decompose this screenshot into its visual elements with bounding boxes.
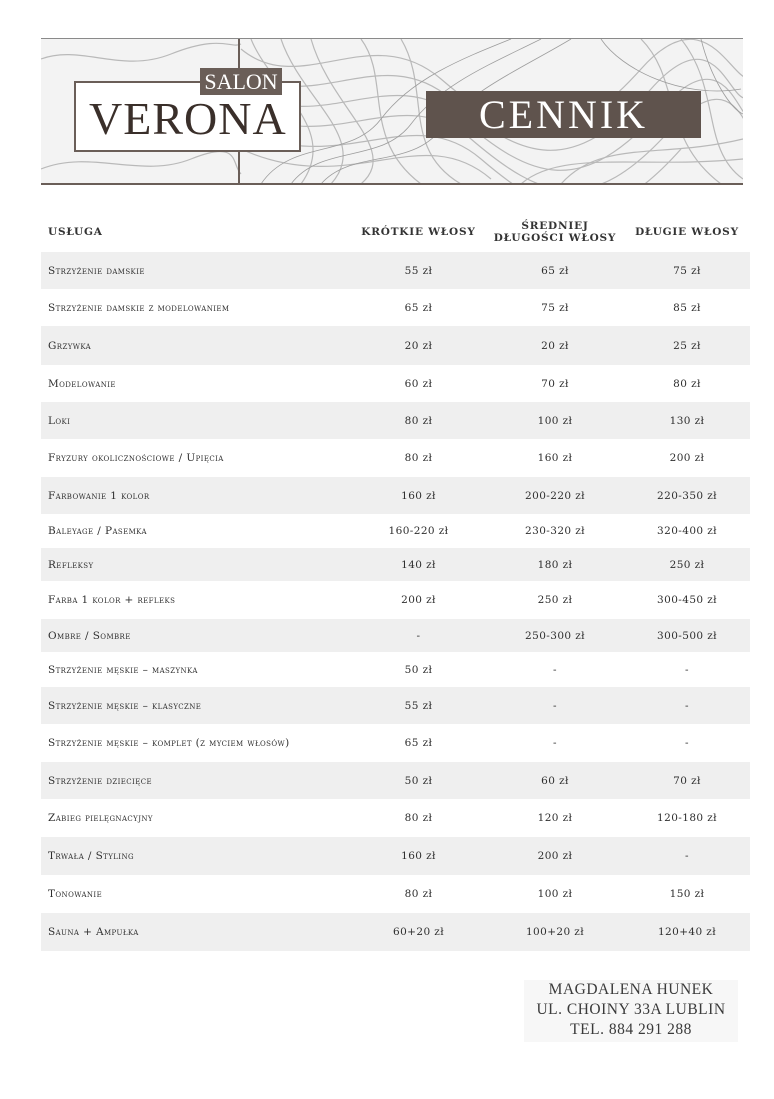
price-short: 160-220 zł — [388, 525, 449, 537]
logo-salon-label: SALON — [200, 68, 282, 95]
price-medium: 200-220 zł — [486, 477, 624, 514]
price-long: 70 zł — [624, 762, 750, 799]
table-header-row — [41, 212, 750, 252]
price-short: 80 zł — [351, 402, 486, 439]
price-short: 140 zł — [351, 548, 486, 581]
price-short: 20 zł — [351, 326, 486, 365]
price-long: 250 zł — [624, 548, 750, 581]
price-medium: 100 zł — [537, 888, 573, 900]
price-long: - — [624, 687, 750, 724]
price-short: 80 zł — [404, 812, 433, 824]
table-row — [41, 365, 750, 402]
table-row — [41, 837, 750, 875]
price-table — [41, 212, 750, 951]
price-short: 60 zł — [404, 377, 433, 390]
price-medium: 250-300 zł — [486, 619, 624, 652]
price-medium: 20 zł — [486, 326, 624, 365]
price-medium: - — [553, 737, 557, 749]
price-medium: 60 zł — [486, 762, 624, 799]
price-short: 55 zł — [351, 687, 486, 724]
price-short: 160 zł — [351, 477, 486, 514]
table-row — [41, 581, 750, 619]
price-long: 220-350 zł — [624, 477, 750, 514]
column-header-long: DŁUGIE WŁOSY — [635, 226, 739, 238]
table-row — [41, 548, 750, 581]
column-header-service: USŁUGA — [48, 226, 103, 238]
price-medium: 100 zł — [486, 402, 624, 439]
service-name: Zabieg pielęgnacyjny — [48, 812, 153, 824]
table-row — [41, 477, 750, 514]
service-name: Strzyżenie męskie – klasyczne — [41, 687, 351, 724]
price-short: 50 zł — [404, 663, 433, 676]
price-medium: - — [486, 687, 624, 724]
price-long: 80 zł — [673, 377, 701, 390]
price-medium: 250 zł — [537, 594, 573, 606]
price-short: 65 zł — [404, 301, 433, 314]
price-long: 120+40 zł — [624, 913, 750, 951]
banner-bottom-rule — [41, 183, 743, 185]
price-long: 25 zł — [624, 326, 750, 365]
column-header-medium: ŚREDNIEJ DŁUGOŚCI WŁOSY — [493, 220, 617, 244]
price-medium: 65 zł — [486, 252, 624, 289]
logo-brand-name: VERONA — [89, 93, 287, 144]
price-medium: 75 zł — [541, 301, 569, 314]
owner-name: MAGDALENA HUNEK — [548, 981, 714, 998]
service-name: Trwała / Styling — [41, 837, 351, 875]
price-short: - — [351, 619, 486, 652]
table-row — [41, 252, 750, 289]
price-medium: 230-320 zł — [525, 525, 585, 537]
price-medium: 120 zł — [537, 812, 573, 824]
price-long: 300-450 zł — [657, 594, 717, 606]
table-row — [41, 326, 750, 365]
service-name: Refleksy — [41, 548, 351, 581]
price-long: 200 zł — [669, 452, 705, 464]
price-long: - — [624, 837, 750, 875]
page-title: CENNIK — [426, 91, 701, 138]
service-name: Strzyżenie damskie z modelowaniem — [48, 301, 230, 314]
price-medium: 200 zł — [486, 837, 624, 875]
service-name: Tonowanie — [48, 888, 103, 900]
service-name: Strzyżenie damskie — [41, 252, 351, 289]
table-row — [41, 619, 750, 652]
column-header-short: KRÓTKIE WŁOSY — [361, 226, 476, 238]
price-medium: 70 zł — [541, 377, 569, 390]
service-name: Sauna + Ampułka — [41, 913, 351, 951]
service-name: Modelowanie — [48, 377, 116, 390]
table-row — [41, 799, 750, 837]
table-row — [41, 687, 750, 724]
price-short: 50 zł — [351, 762, 486, 799]
table-row — [41, 762, 750, 799]
price-short: 60+20 zł — [351, 913, 486, 951]
table-row — [41, 402, 750, 439]
service-name: Ombre / Sombre — [41, 619, 351, 652]
service-name: Strzyżenie dziecięce — [41, 762, 351, 799]
price-long: 300-500 zł — [624, 619, 750, 652]
service-name: Baleyage / Pasemka — [48, 525, 147, 537]
contact-block — [524, 980, 738, 1042]
price-medium: 160 zł — [537, 452, 573, 464]
phone: TEL. 884 291 288 — [570, 1021, 692, 1038]
service-name: Farbowanie 1 kolor — [41, 477, 351, 514]
table-row — [41, 913, 750, 951]
service-name: Farba 1 kolor + refleks — [48, 594, 176, 606]
service-name: Loki — [41, 402, 351, 439]
table-row — [41, 439, 750, 477]
price-long: 130 zł — [624, 402, 750, 439]
price-short: 80 zł — [404, 888, 433, 900]
service-name: Fryzury okolicznościowe / Upięcia — [48, 452, 224, 464]
table-row — [41, 289, 750, 326]
price-short: 55 zł — [351, 252, 486, 289]
price-medium: - — [553, 663, 557, 676]
price-short: 80 zł — [404, 452, 433, 464]
price-medium: 180 zł — [486, 548, 624, 581]
price-short: 65 zł — [404, 737, 433, 749]
table-row — [41, 514, 750, 548]
table-row — [41, 724, 750, 762]
service-name: Grzywka — [41, 326, 351, 365]
price-short: 160 zł — [351, 837, 486, 875]
table-row — [41, 875, 750, 913]
table-row — [41, 652, 750, 687]
price-long: 75 zł — [624, 252, 750, 289]
price-long: 120-180 zł — [657, 812, 717, 824]
price-short: 200 zł — [401, 594, 436, 606]
price-long: - — [685, 663, 689, 676]
address: UL. CHOINY 33A LUBLIN — [536, 1001, 726, 1018]
service-name: Strzyżenie męskie – maszynka — [48, 663, 198, 676]
price-medium: 100+20 zł — [486, 913, 624, 951]
service-name: Strzyżenie męskie – komplet (z myciem włosów) — [48, 737, 290, 749]
price-long: 150 zł — [669, 888, 705, 900]
price-long: 85 zł — [673, 301, 701, 314]
price-long: - — [685, 737, 689, 749]
price-long: 320-400 zł — [657, 525, 717, 537]
header-banner — [41, 39, 743, 184]
